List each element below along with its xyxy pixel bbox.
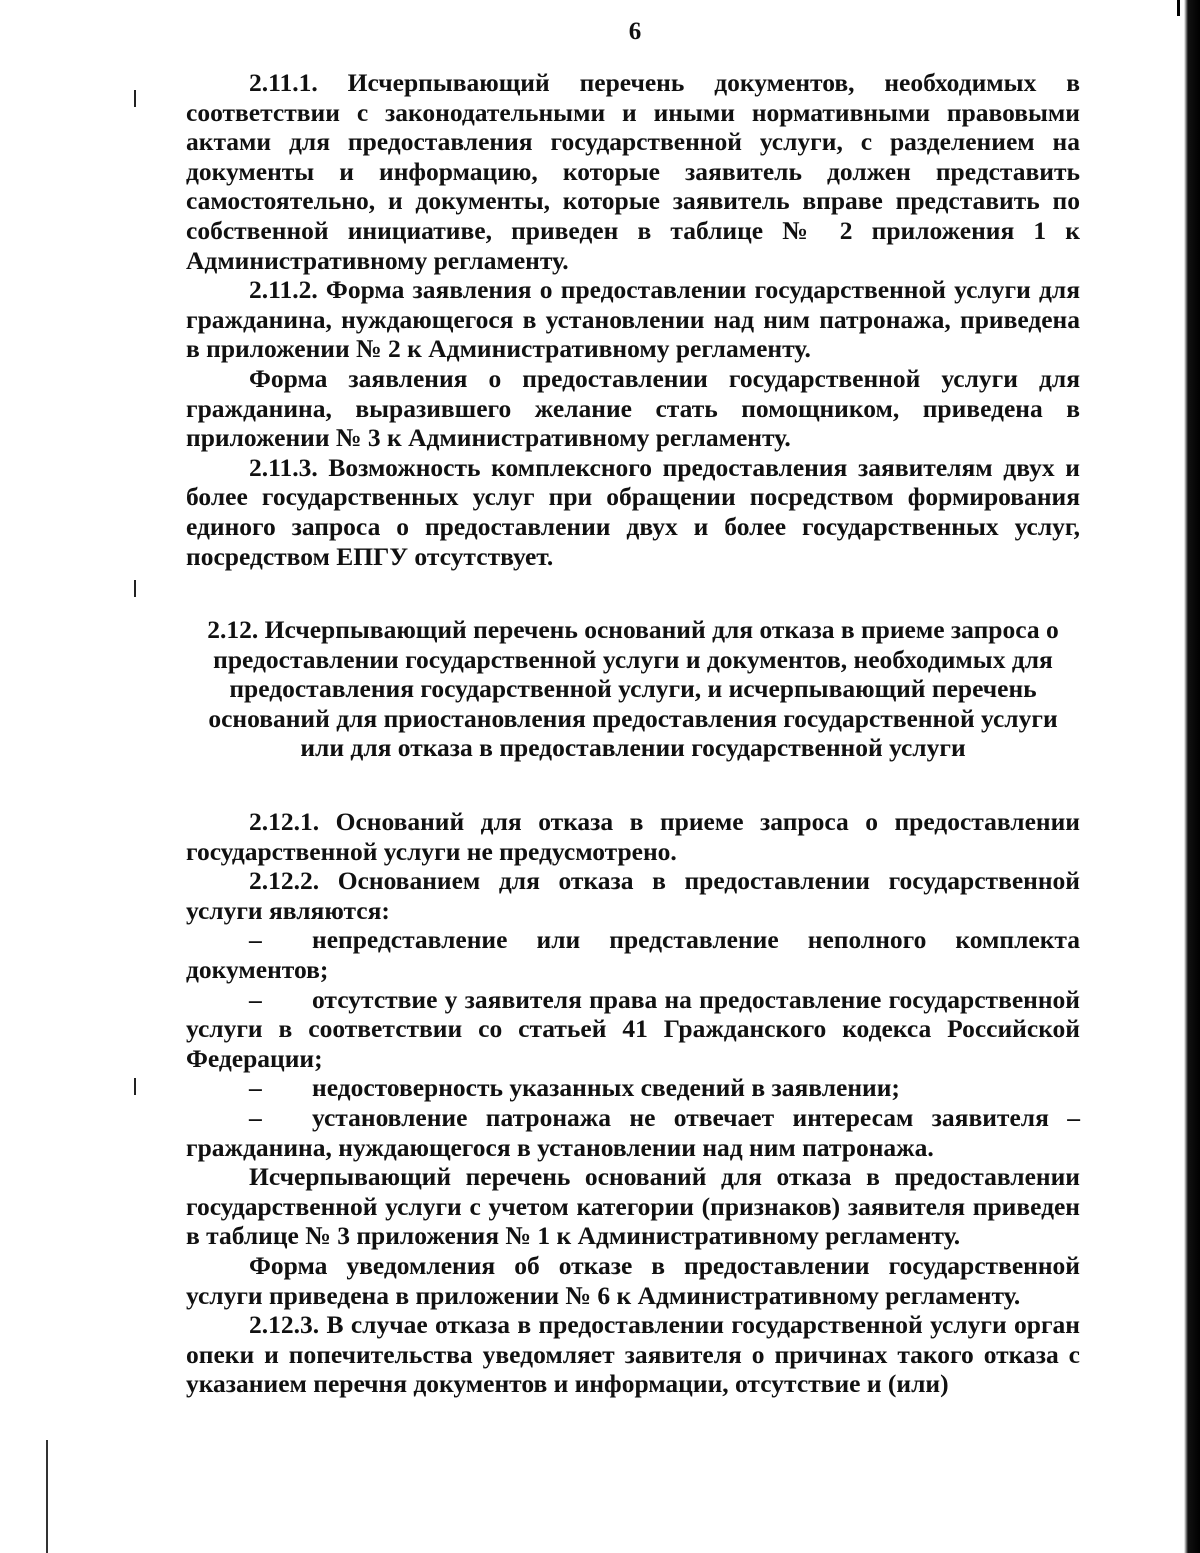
- list-item: [186, 1103, 1080, 1162]
- margin-mark: [134, 580, 136, 597]
- list-item: [186, 1073, 1080, 1103]
- dash-marker: –: [249, 1103, 262, 1132]
- margin-mark: [134, 1078, 136, 1095]
- paragraph-2-12-3: 2.12.3. В случае отказа в предоставлении государственной услуги орган опеки и попечительства уведомляет заявителя о причинах такого отказа с указанием перечня документов и информации, отсутствие и (или): [186, 1310, 1080, 1399]
- list-item: [186, 925, 1080, 984]
- list-item-text: непредставление или представление неполного комплекта документов;: [186, 925, 1080, 985]
- paragraph-form-helper: Форма заявления о предоставлении государственной услуги для гражданина, выразившего желание стать помощником, приведена в приложении № 3 к Административному регламенту.: [186, 363, 1080, 453]
- margin-mark: [134, 90, 136, 107]
- scan-right-edge: [1154, 0, 1200, 1553]
- list-item-text: установление патронажа не отвечает интересам заявителя – гражданина, нуждающегося в установлении над ним патронажа.: [186, 1103, 1080, 1162]
- paragraph-2-12-2: 2.12.2. Основанием для отказа в предоставлении государственной услуги являются:: [186, 866, 1080, 925]
- dash-marker: –: [249, 925, 262, 955]
- dash-marker: –: [249, 984, 262, 1014]
- scan-right-edge-mark: [1177, 0, 1180, 16]
- paragraph-refusal-list: Исчерпывающий перечень оснований для отказа в предоставлении государственной услуги с учетом категории (признаков) заявителя приведен в таблице № 3 приложения № 1 к Административному регламенту.: [186, 1162, 1080, 1251]
- paragraph-2-11-2: 2.11.2. Форма заявления о предоставлении государственной услуги для гражданина, нуждающегося в установлении над ним патронажа, приведена в приложении № 2 к Административному регламенту.: [186, 275, 1080, 364]
- paragraph-2-11-3: 2.11.3. Возможность комплексного предоставления заявителям двух и более государственных услуг при обращении посредством формирования единого запроса о предоставлении двух и более государственных услуг, посредством ЕПГУ отсутствует.: [186, 452, 1080, 571]
- section-heading-2-12: 2.12. Исчерпывающий перечень оснований для отказа в приеме запроса о предоставлении государственной услуги и документов, необходимых для предоставления государственной услуги, и исчерпывающий перечень оснований для приостановления предоставления государственной услуги или для отказа в предоставлении государственной услуги: [207, 615, 1059, 763]
- document-body: [186, 68, 1080, 1399]
- list-item-text: отсутствие у заявителя права на предоставление государственной услуги в соответствии со статьей 41 Гражданского кодекса Российской Федерации;: [186, 984, 1080, 1073]
- paragraph-refusal-form: Форма уведомления об отказе в предоставлении государственной услуги приведена в приложении № 6 к Административному регламенту.: [186, 1250, 1080, 1310]
- paragraph-2-12-1: 2.12.1. Оснований для отказа в приеме запроса о предоставлении государственной услуги не предусмотрено.: [186, 807, 1080, 866]
- page-number: 6: [628, 18, 642, 45]
- list-item-text: недостоверность указанных сведений в заявлении;: [312, 1073, 900, 1103]
- dash-marker: –: [249, 1073, 262, 1103]
- list-item: [186, 985, 1080, 1074]
- scan-left-rule: [46, 1440, 48, 1553]
- paragraph-2-11-1: 2.11.1. Исчерпывающий перечень документов, необходимых в соответствии с законодательными и иными нормативными правовыми актами для предоставления государственной услуги, с разделением на документы и информацию, которые заявитель должен представить самостоятельно, и документы, которые заявитель вправе представить по собственной инициативе, приведен в таблице № 2 приложения 1 к Административному регламенту.: [186, 68, 1080, 275]
